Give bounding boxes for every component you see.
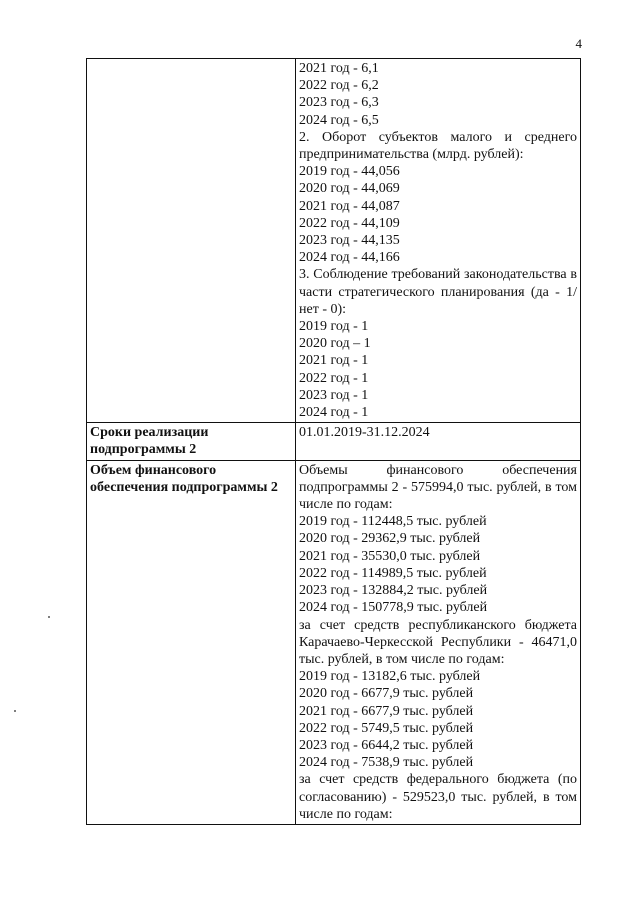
value-line: 2020 год – 1 <box>299 336 371 352</box>
value-line: 2020 год - 29362,9 тыс. рублей <box>299 531 481 547</box>
row-label-cell <box>87 59 296 423</box>
row-label: Объем финансового обеспечения подпрограммы 2 <box>90 462 278 495</box>
value-line: 2024 год - 1 <box>299 405 369 421</box>
value-line: 01.01.2019-31.12.2024 <box>299 425 430 441</box>
value-line: 2022 год - 114989,5 тыс. рублей <box>299 565 487 581</box>
value-line: 2022 год - 44,109 <box>299 215 400 231</box>
value-line: 2021 год - 35530,0 тыс. рублей <box>299 548 481 564</box>
value-line: 2022 год - 5749,5 тыс. рублей <box>299 720 474 736</box>
scan-speck <box>14 710 16 712</box>
value-line: 2024 год - 6,5 <box>299 112 379 128</box>
table-row <box>87 59 581 423</box>
value-line: 2019 год - 44,056 <box>299 164 400 180</box>
value-line: 2021 год - 44,087 <box>299 198 400 214</box>
row-value-cell <box>296 460 581 824</box>
value-line: 2020 год - 44,069 <box>299 181 400 197</box>
value-line: 2021 год - 6677,9 тыс. рублей <box>299 703 474 719</box>
row-value-cell <box>296 59 581 423</box>
value-paragraph: 2. Оборот субъектов малого и среднего предпринимательства (млрд. рублей): <box>299 129 577 163</box>
value-line: 2023 год - 44,135 <box>299 233 400 249</box>
row-label: Сроки реализации подпрограммы 2 <box>90 425 209 458</box>
value-line: 2023 год - 6644,2 тыс. рублей <box>299 737 474 753</box>
spacer-line <box>299 441 577 458</box>
value-line: 2022 год - 6,2 <box>299 78 379 94</box>
value-line: 2020 год - 6677,9 тыс. рублей <box>299 686 474 702</box>
passport-table <box>86 58 581 825</box>
value-line: 2024 год - 7538,9 тыс. рублей <box>299 755 474 771</box>
value-line: 2019 год - 13182,6 тыс. рублей <box>299 669 481 685</box>
value-line: 2023 год - 6,3 <box>299 95 379 111</box>
table-row <box>87 423 581 460</box>
value-paragraph: Объемы финансового обеспечения подпрограммы 2 - 575994,0 тыс. рублей, в том числе по годам: <box>299 462 577 513</box>
value-paragraph: за счет средств республиканского бюджета Карачаево-Черкесской Республики - 46471,0 тыс. рублей, в том числе по годам: <box>299 617 577 667</box>
value-line: 2021 год - 1 <box>299 353 369 369</box>
value-paragraph: за счет средств федерального бюджета (по согласованию) - 529523,0 тыс. рублей, в том числе по годам: <box>299 772 577 822</box>
value-line: 2023 год - 1 <box>299 387 369 403</box>
value-line: 2023 год - 132884,2 тыс. рублей <box>299 583 488 599</box>
row-value-cell <box>296 423 581 460</box>
table-row <box>87 460 581 824</box>
scan-speck <box>48 616 50 618</box>
value-line: 2019 год - 112448,5 тыс. рублей <box>299 514 487 530</box>
value-line: 2024 год - 150778,9 тыс. рублей <box>299 600 488 616</box>
value-line: 2019 год - 1 <box>299 319 369 335</box>
value-line: 2022 год - 1 <box>299 370 369 386</box>
row-label-cell <box>87 460 296 824</box>
row-label-cell <box>87 423 296 460</box>
value-line: 2021 год - 6,1 <box>299 61 379 76</box>
value-line: 2024 год - 44,166 <box>299 250 400 266</box>
value-paragraph: 3. Соблюдение требований законодательства в части стратегического планирования (да - 1/нет - 0): <box>299 267 577 317</box>
page-number: 4 <box>575 36 582 51</box>
